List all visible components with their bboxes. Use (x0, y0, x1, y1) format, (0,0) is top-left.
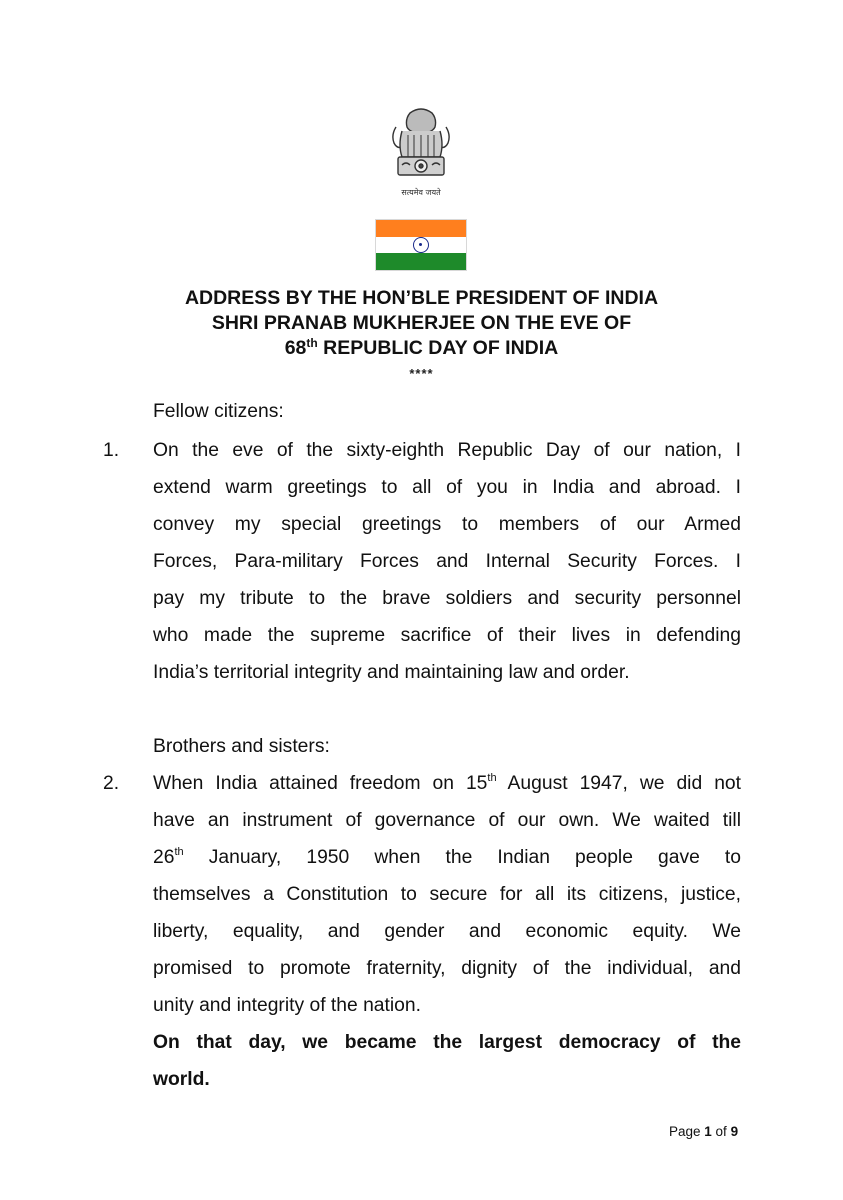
para2-line1-sup: th (487, 772, 497, 784)
flag-saffron-band (376, 220, 466, 237)
title-line-1: ADDRESS BY THE HON’BLE PRESIDENT OF INDIA (184, 287, 659, 309)
document-title (0, 286, 843, 361)
para2-line3-sup: th (174, 846, 184, 858)
title-line-3-text: REPUBLIC DAY OF INDIA (317, 337, 559, 359)
title-line-2: SHRI PRANAB MUKHERJEE ON THE EVE OF (211, 312, 632, 334)
flag-green-band (376, 253, 466, 270)
title-separator: **** (409, 366, 434, 381)
para2-line: themselves a Constitution to secure for all its citizens, justice, (153, 884, 741, 905)
ashoka-chakra-icon (413, 237, 429, 253)
para2-bold-line: world. (153, 1069, 210, 1090)
para2-line (153, 772, 741, 796)
current-page: 1 (704, 1124, 712, 1139)
emblem-motto: सत्यमेव जयते (401, 188, 441, 197)
paragraph-number-2: 2. (103, 773, 120, 794)
para2-line: have an instrument of governance of our own. We waited till (153, 810, 741, 831)
para1-line: Forces, Para-military Forces and Internal Security Forces. I (153, 551, 741, 572)
indian-flag-icon (376, 220, 466, 270)
salutation-brothers-sisters: Brothers and sisters: (153, 736, 330, 757)
para2-line: unity and integrity of the nation. (153, 995, 421, 1016)
para1-line: pay my tribute to the brave soldiers and security personnel (153, 588, 741, 609)
title-line-3 (0, 336, 843, 361)
para2-bold-line: On that day, we became the largest democracy of the (153, 1032, 741, 1053)
national-emblem-icon (388, 105, 454, 201)
paragraph-number-1: 1. (103, 440, 120, 461)
page-label: Page (669, 1124, 705, 1139)
para2-line1-after: August 1947, we did not (496, 773, 741, 794)
page-of: of (711, 1124, 731, 1139)
page-number-footer (669, 1124, 738, 1139)
title-ordinal-suffix: th (306, 336, 318, 350)
para2-line: promised to promote fraternity, dignity of the individual, and (153, 958, 741, 979)
para1-line: convey my special greetings to members of our Armed (153, 514, 741, 535)
para1-line: India’s territorial integrity and maintaining law and order. (153, 662, 630, 683)
para2-line3-before: 26 (153, 847, 175, 868)
title-ordinal-number: 68 (284, 337, 307, 359)
para2-line (153, 846, 741, 870)
para1-line: who made the supreme sacrifice of their lives in defending (153, 625, 741, 646)
total-pages: 9 (730, 1124, 739, 1139)
para2-line3-after: January, 1950 when the Indian people gave to (183, 847, 741, 868)
salutation-fellow-citizens: Fellow citizens: (153, 401, 284, 422)
para1-line: On the eve of the sixty-eighth Republic Day of our nation, I (153, 440, 741, 461)
para1-line: extend warm greetings to all of you in India and abroad. I (153, 477, 741, 498)
para2-line: liberty, equality, and gender and economic equity. We (153, 921, 741, 942)
para2-line1-before: When India attained freedom on 15 (153, 773, 488, 794)
